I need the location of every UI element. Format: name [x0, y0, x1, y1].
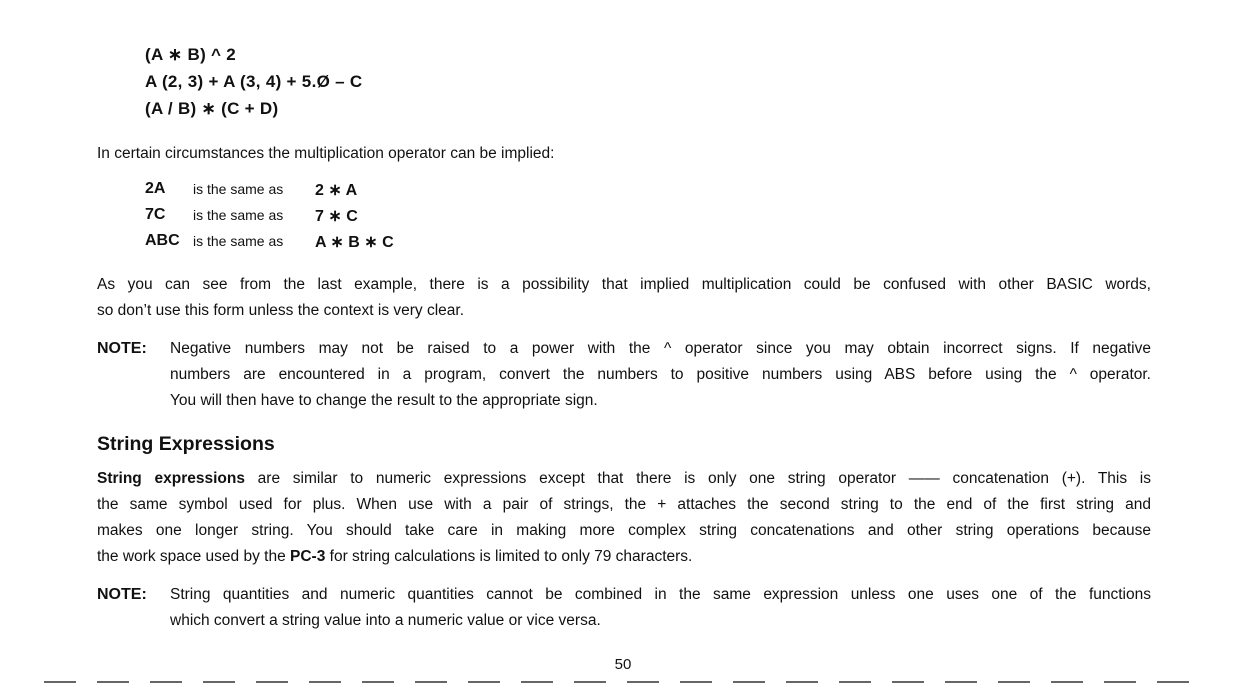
implied-expression: 7 ∗ C — [315, 208, 358, 225]
paragraph-line: makes one longer string. You should take care in making more complex string concatenations and other string operations because — [97, 522, 1151, 539]
paragraph-text: for string calculations is limited to only 79 characters. — [325, 548, 693, 565]
implied-warning-paragraph — [97, 272, 1151, 324]
expression-line-2: A (2, 3) + A (3, 4) + 5.Ø – C — [145, 72, 363, 91]
note-label: NOTE: — [97, 586, 147, 603]
note-label: NOTE: — [97, 340, 147, 357]
implied-expression: A ∗ B ∗ C — [315, 234, 394, 251]
term-pc3: PC-3 — [290, 548, 326, 565]
note-line: You will then have to change the result to the appropriate sign. — [170, 392, 598, 409]
implied-expression: 2 ∗ A — [315, 182, 358, 199]
term-string-expressions: String expressions — [97, 470, 245, 487]
implied-intro — [97, 141, 1151, 167]
expression-line-1: (A ∗ B) ^ 2 — [145, 45, 237, 64]
note-line: which convert a string value into a numeric value or vice versa. — [170, 612, 601, 629]
implied-intro-text: In certain circumstances the multiplication operator can be implied: — [97, 145, 555, 162]
implied-term: 7C — [145, 206, 166, 223]
page-number: 50 — [614, 656, 632, 673]
note-body — [170, 336, 1151, 414]
implied-term: 2A — [145, 180, 166, 197]
paragraph-line: so don’t use this form unless the context is very clear. — [97, 302, 465, 319]
note-line: numbers are encountered in a program, convert the numbers to positive numbers using ABS before using the ^ operator. — [170, 366, 1151, 383]
note-line: Negative numbers may not be raised to a power with the ^ operator since you may obtain incorrect signs. If negative — [170, 340, 1151, 357]
footer-dashed-rule — [44, 681, 1204, 683]
note-body — [170, 582, 1151, 634]
implied-phrase: is the same as — [193, 207, 284, 223]
paragraph-text: the work space used by the — [97, 548, 291, 565]
implied-term: ABC — [145, 232, 180, 249]
section-title: String Expressions — [97, 433, 275, 455]
string-expressions-paragraph — [97, 466, 1151, 570]
implied-phrase: is the same as — [193, 233, 284, 249]
implied-phrase: is the same as — [193, 181, 284, 197]
paragraph-line — [97, 466, 1151, 492]
paragraph-line — [97, 544, 1151, 570]
expression-line-3: (A / B) ∗ (C + D) — [145, 99, 279, 118]
paragraph-line: As you can see from the last example, there is a possibility that implied multiplication could be confused with other BASIC words, — [97, 276, 1151, 293]
note-line: String quantities and numeric quantities cannot be combined in the same expression unless one uses one of the functions — [170, 586, 1151, 603]
paragraph-text: are similar to numeric expressions except that there is only one string operator —— concatenation (+). This is — [244, 470, 1151, 487]
paragraph-line: the same symbol used for plus. When use with a pair of strings, the + attaches the second string to the end of the first string and — [97, 496, 1151, 513]
